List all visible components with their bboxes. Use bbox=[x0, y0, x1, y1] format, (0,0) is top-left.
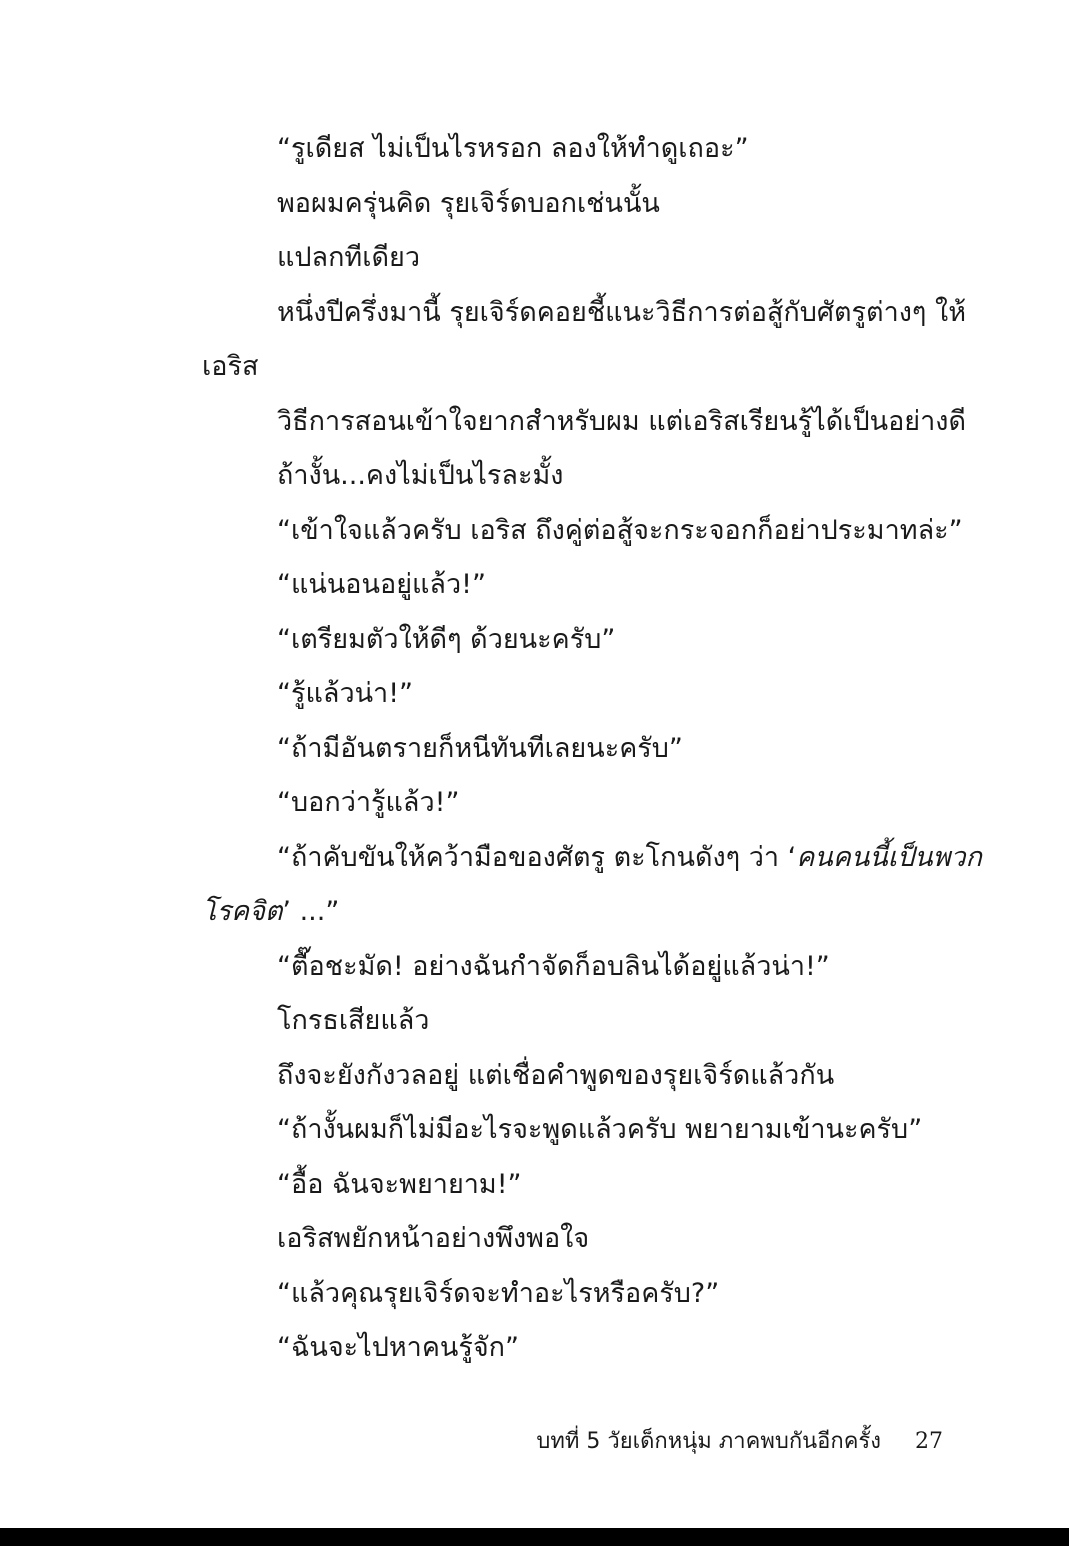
paragraph-line-continued bbox=[202, 885, 947, 940]
paragraph-line: “แล้วคุณรุยเจิร์ดจะทำอะไรหรือครับ?” bbox=[277, 1277, 720, 1309]
bottom-border bbox=[0, 1528, 1069, 1546]
paragraph-line-continued: เอริส bbox=[202, 351, 259, 382]
chapter-title: บทที่ 5 วัยเด็กหนุ่ม ภาคพบกันอีกครั้ง bbox=[536, 1429, 881, 1454]
body-text bbox=[202, 122, 982, 1376]
paragraph-line: โกรธเสียแล้ว bbox=[277, 1005, 430, 1036]
paragraph-line: เอริสพยักหน้าอย่างพึงพอใจ bbox=[277, 1223, 590, 1254]
paragraph-line: “บอกว่ารู้แล้ว!” bbox=[277, 787, 460, 818]
dialogue-text: ’ ...” bbox=[282, 896, 340, 927]
paragraph-line: “อื้อ ฉันจะพยายาม!” bbox=[277, 1168, 522, 1200]
paragraph-line: แปลกทีเดียว bbox=[277, 242, 420, 273]
dialogue-text: “ถ้าคับขันให้คว้ามือของศัตรู ตะโกนดังๆ ว่า ‘ bbox=[277, 841, 797, 873]
paragraph-line: พอผมครุ่นคิด รุยเจิร์ดบอกเช่นนั้น bbox=[277, 187, 660, 219]
paragraph-line bbox=[202, 831, 982, 886]
paragraph-line: หนึ่งปีครึ่งมานี้ รุยเจิร์ดคอยชี้แนะวิธีการต่อสู้กับศัตรูต่างๆ ให้ bbox=[277, 296, 967, 328]
italic-quote-text: โรคจิต bbox=[202, 896, 283, 927]
paragraph-line: ถึงจะยังกังวลอยู่ แต่เชื่อคำพูดของรุยเจิร์ดแล้วกัน bbox=[277, 1059, 835, 1091]
paragraph-line: “ถ้างั้นผมก็ไม่มีอะไรจะพูดแล้วครับ พยายามเข้านะครับ” bbox=[277, 1114, 923, 1145]
paragraph-line: “เข้าใจแล้วครับ เอริส ถึงคู่ต่อสู้จะกระจอกก็อย่าประมาทล่ะ” bbox=[277, 514, 963, 546]
paragraph-line: “ถ้ามีอันตรายก็หนีทันทีเลยนะครับ” bbox=[277, 732, 683, 764]
page-footer bbox=[536, 1422, 943, 1462]
paragraph-line: วิธีการสอนเข้าใจยากสำหรับผม แต่เอริสเรียนรู้ได้เป็นอย่างดี bbox=[277, 405, 966, 437]
paragraph-line: “รูเดียส ไม่เป็นไรหรอก ลองให้ทำดูเถอะ” bbox=[277, 133, 749, 164]
paragraph-line: “ตื๊อชะมัด! อย่างฉันกำจัดก็อบลินได้อยู่แล้วน่า!” bbox=[277, 950, 830, 982]
paragraph-line: ถ้างั้น...คงไม่เป็นไรละมั้ง bbox=[277, 460, 564, 491]
paragraph-line: “เตรียมตัวให้ดีๆ ด้วยนะครับ” bbox=[277, 623, 616, 655]
paragraph-line: “แน่นอนอยู่แล้ว!” bbox=[277, 569, 486, 600]
italic-quote-text: คนคนนี้เป็นพวก bbox=[796, 841, 982, 873]
paragraph-line: “รู้แล้วน่า!” bbox=[277, 678, 414, 709]
page-number: 27 bbox=[915, 1429, 943, 1454]
paragraph-line: “ฉันจะไปหาคนรู้จัก” bbox=[277, 1332, 520, 1363]
